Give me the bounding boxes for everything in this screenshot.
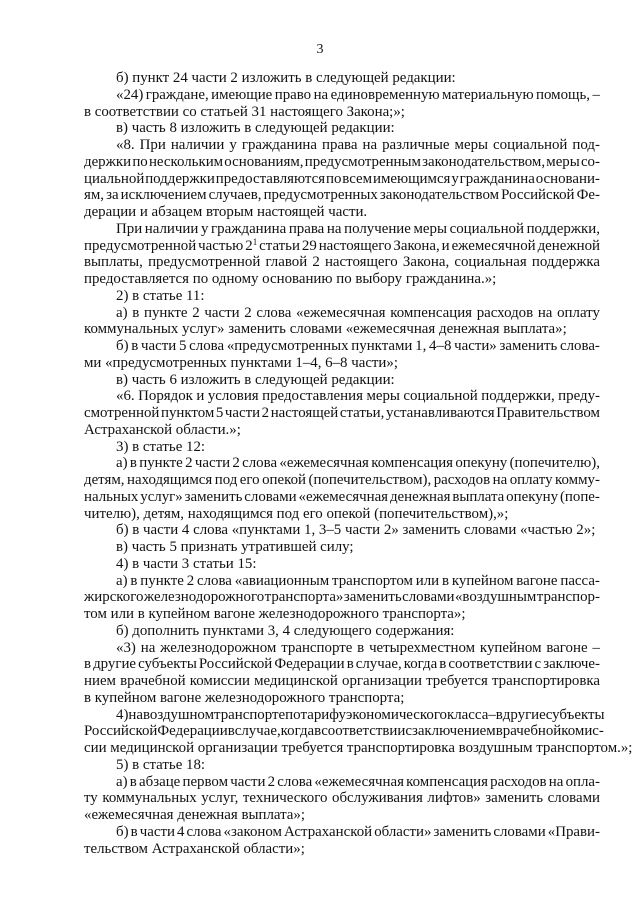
text-line: том или в купейном вагоне железнодорожного транспорта»; [84, 606, 466, 622]
text-line: сии медицинской организации требуется транспортировка воздушным транспортом.»; [84, 740, 633, 756]
text-line: б) дополнить пунктами 3, 4 следующего содержания: [116, 622, 455, 639]
text-line: 4) на воздушном транспорте по тарифу экономического класса – в другие субъекты [116, 706, 605, 723]
text-line: Астраханской области.»; [84, 421, 241, 438]
text-line: б) в части 4 слова «законом Астраханской области» заменить словами «Прави- [116, 823, 600, 840]
text-line: смотренной пунктом 5 части 2 настоящей статьи, устанавливаются Правительством [84, 405, 600, 421]
text-line: а) в пункте 2 части 2 слова «ежемесячная компенсация расходов на оплату [116, 304, 600, 321]
text-line: держки по нескольким основаниям, предусмотренным законодательством, меры со- [84, 153, 600, 170]
text-line: 2) в статье 11: [116, 287, 205, 304]
text-line: б) в части 5 слова «предусмотренных пунктами 1, 4–8 части» заменить слова- [116, 338, 600, 354]
text-line: Российской Федерации в случае, когда в соответствии с заключением врачебной комис- [84, 723, 604, 740]
text-line: а) в абзаце первом части 2 слова «ежемесячная компенсация расходов на опла- [116, 773, 600, 790]
text-line: ям, за исключением случаев, предусмотренных законодательством Российской Фе- [84, 187, 600, 204]
text-line: «3) на железнодорожном транспорте в четырехместном купейном вагоне – [116, 639, 600, 656]
text-line: тельством Астраханской области»; [84, 840, 305, 857]
text-line: ту коммунальных услуг, технического обслуживания лифтов» заменить словами [84, 790, 600, 807]
text-line: в соответствии со статьей 31 настоящего Закона;»; [84, 103, 405, 120]
text-line: предусмотренной частью $2^1$ статьи 29 настоящего Закона, и ежемесячной денежной [84, 236, 600, 254]
text-line: чителю), детям, находящимся под его опекой (попечительством),»; [84, 505, 509, 522]
text-line: жирского железнодорожного транспорта» заменить словами «воздушным транспор- [84, 589, 600, 606]
text-line: 3) в статье 12: [116, 438, 206, 455]
text-line: а) в пункте 2 слова «авиационным транспортом или в купейном вагоне пасса- [116, 572, 600, 589]
text-line: б) пункт 24 части 2 изложить в следующей редакции: [116, 70, 456, 86]
text-line: в купейном вагоне железнодорожного транспорта; [84, 689, 405, 706]
text-line: в другие субъекты Российской Федерации в случае, когда в соответствии с заключе- [84, 656, 600, 673]
text-line: «8. При наличии у гражданина права на различные меры социальной под- [116, 137, 600, 153]
text-line: б) в части 4 слова «пунктами 1, 3–5 части 2» заменить словами «частью 2»; [116, 522, 596, 539]
document-body [84, 70, 633, 857]
text-line: ми «предусмотренных пунктами 1–4, 6–8 части»; [84, 354, 398, 371]
text-line: нием врачебной комиссии медицинской организации требуется транспортировка [84, 673, 600, 689]
text-line: предоставляется по одному основанию по выбору гражданина.»; [84, 271, 497, 287]
text-line: «ежемесячная денежная выплата»; [84, 807, 305, 823]
text-line: «6. Порядок и условия предоставления меры социальной поддержки, преду- [116, 388, 600, 405]
text-line: «24) граждане, имеющие право на единовременную материальную помощь, – [116, 86, 600, 103]
page-number: 3 [316, 42, 324, 57]
text-line: циальной поддержки предоставляются по всем имеющимся у гражданина основани- [84, 170, 600, 187]
text-line: 5) в статье 18: [116, 756, 206, 773]
text-line: в) часть 8 изложить в следующей редакции: [116, 120, 395, 137]
text-line: в) часть 6 изложить в следующей редакции: [116, 371, 395, 388]
text-line: 4) в части 3 статьи 15: [116, 555, 257, 572]
superscript: 1 [252, 236, 258, 247]
text-line: нальных услуг» заменить словами «ежемесячная денежная выплата опекуну (попе- [84, 488, 600, 505]
text-line: в) часть 5 признать утратившей силу; [116, 539, 354, 555]
text-line: дерации и абзацем вторым настоящей части. [84, 204, 368, 220]
text-line: коммунальных услуг» заменить словами «ежемесячная денежная выплата»; [84, 321, 567, 338]
text-line: выплаты, предусмотренной главой 2 настоящего Закона, социальная поддержка [84, 254, 600, 271]
text-line: детям, находящимся под его опекой (попечительством), расходов на оплату комму- [84, 472, 600, 488]
text-line: а) в пункте 2 части 2 слова «ежемесячная компенсация опекуну (попечителю), [116, 455, 600, 472]
text-line: При наличии у гражданина права на получение меры социальной поддержки, [116, 220, 600, 237]
